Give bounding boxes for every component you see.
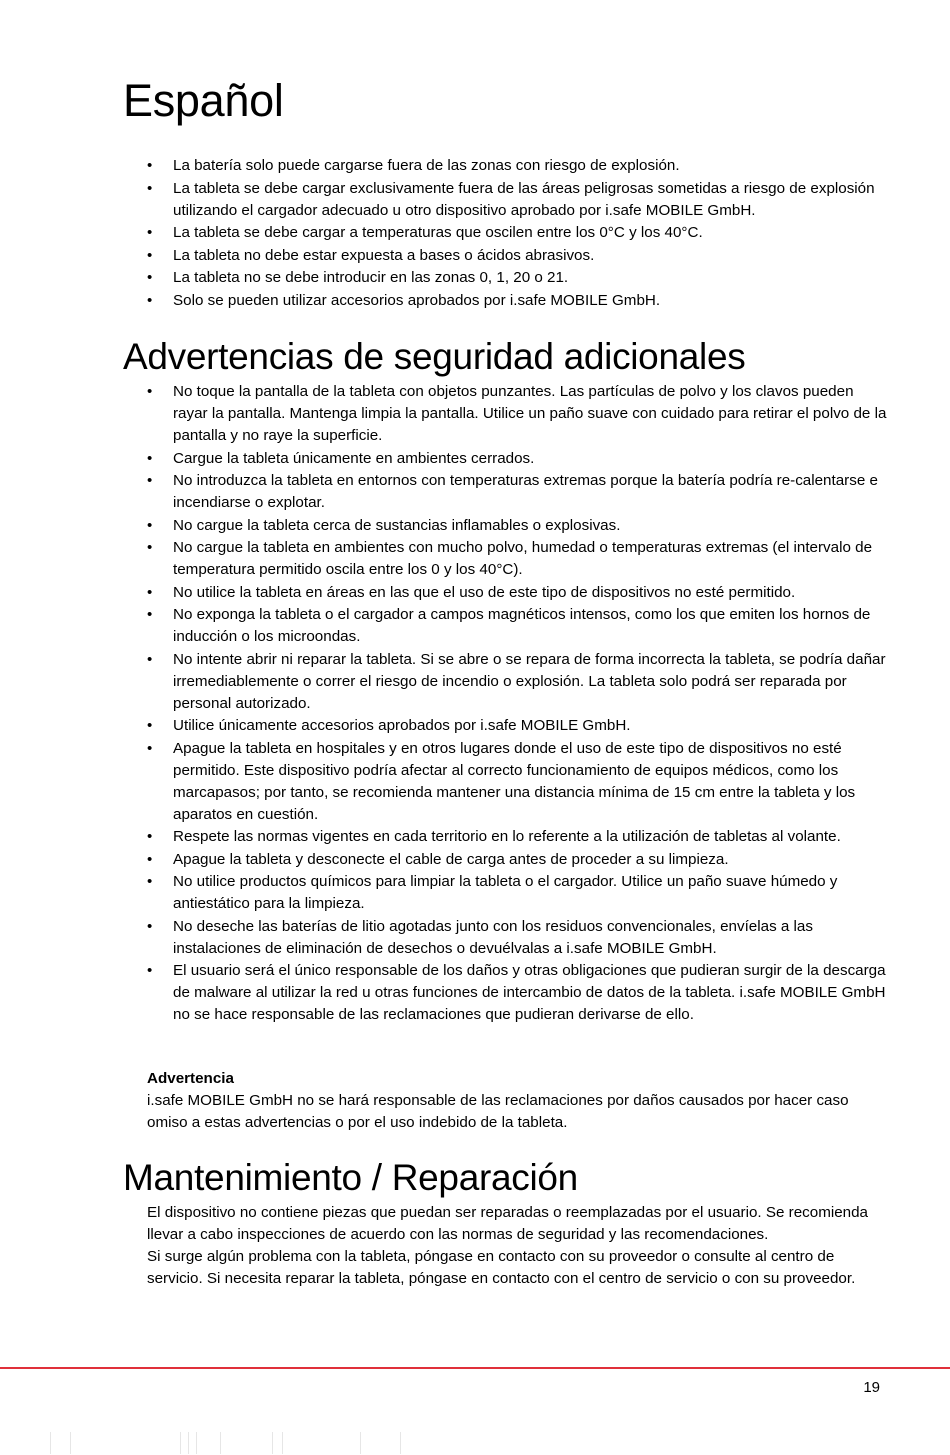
paragraph: Si surge algún problema con la tableta, póngase en contacto con su proveedor o consulte al centro de servicio. Si necesita reparar la tableta, póngase en contacto con el centro de servicio o con su proveedor.: [147, 1248, 856, 1287]
list-item: • No utilice la tableta en áreas en las que el uso de este tipo de dispositivos no esté permitido.: [173, 582, 888, 604]
list-item: • Respete las normas vigentes en cada territorio en lo referente a la utilización de tabletas al volante.: [173, 826, 888, 848]
footer-divider: [0, 1367, 950, 1369]
list-item: • El usuario será el único responsable de los daños y otras obligaciones que pudieran surgir de la descarga de malware al utilizar la red u otras funciones de intercambio de datos de la tableta. i.safe MOBILE GmbH no se hace responsable de las reclamaciones que pudieran derivarse de ello.: [173, 960, 888, 1026]
maintenance-body: [147, 1202, 877, 1290]
section-title-advertencias: Advertencias de seguridad adicionales: [123, 336, 746, 377]
list-item: • La tableta no se debe introducir en las zonas 0, 1, 20 o 21.: [173, 267, 888, 289]
page-number: 19: [863, 1379, 880, 1396]
list-item: • La tableta se debe cargar a temperaturas que oscilen entre los 0°C y los 40°C.: [173, 222, 888, 244]
list-item: • No cargue la tableta cerca de sustancias inflamables o explosivas.: [173, 515, 888, 537]
warning-text: i.safe MOBILE GmbH no se hará responsable de las reclamaciones por daños causados por hacer caso omiso a estas advertencias o por el uso indebido de la tableta.: [147, 1092, 849, 1131]
warning-box: [147, 1068, 877, 1134]
list-item: • Solo se pueden utilizar accesorios aprobados por i.safe MOBILE GmbH.: [173, 290, 888, 312]
list-item: • Apague la tableta y desconecte el cable de carga antes de proceder a su limpieza.: [173, 849, 888, 871]
list-item: • No exponga la tableta o el cargador a campos magnéticos intensos, como los que emiten los hornos de inducción o los microondas.: [173, 604, 888, 648]
print-marks: [50, 1432, 450, 1454]
list-item: • No introduzca la tableta en entornos con temperaturas extremas porque la batería podría re-calentarse e incendiarse o explotar.: [173, 470, 888, 514]
paragraph: El dispositivo no contiene piezas que puedan ser reparadas o reemplazadas por el usuario. Se recomienda llevar a cabo inspecciones de acuerdo con las normas de seguridad y las recomendaciones.: [147, 1204, 869, 1243]
list-item: • Cargue la tableta únicamente en ambientes cerrados.: [173, 448, 888, 470]
warning-title: Advertencia: [147, 1070, 234, 1087]
list-item: • No deseche las baterías de litio agotadas junto con los residuos convencionales, envíelas a las instalaciones de eliminación de desechos o devuélvalas a i.safe MOBILE GmbH.: [173, 916, 888, 960]
list-item: • No utilice productos químicos para limpiar la tableta o el cargador. Utilice un paño suave húmedo y antiestático para la limpieza.: [173, 871, 888, 915]
list-item: • La tableta no debe estar expuesta a bases o ácidos abrasivos.: [173, 245, 888, 267]
list-item: • Utilice únicamente accesorios aprobados por i.safe MOBILE GmbH.: [173, 715, 888, 737]
bullet-list-advertencias: [173, 381, 888, 1027]
bullet-list-espanol: [173, 155, 888, 312]
list-item: • La tableta se debe cargar exclusivamente fuera de las áreas peligrosas sometidas a riesgo de explosión utilizando el cargador adecuado u otro dispositivo aprobado por i.safe MOBILE GmbH.: [173, 178, 888, 222]
list-item: • La batería solo puede cargarse fuera de las zonas con riesgo de explosión.: [173, 155, 888, 177]
list-item: • No cargue la tableta en ambientes con mucho polvo, humedad o temperaturas extremas (el intervalo de temperatura permitido oscila entre los 0 y los 40°C).: [173, 537, 888, 581]
list-item: • No intente abrir ni reparar la tableta. Si se abre o se repara de forma incorrecta la tableta, se podría dañar irremediablemente o correr el riesgo de incendio o explosión. La tableta solo podrá ser reparada por personal autorizado.: [173, 649, 888, 715]
list-item: • Apague la tableta en hospitales y en otros lugares donde el uso de este tipo de dispositivos no esté permitido. Este dispositivo podría afectar al correcto funcionamiento de equipos médicos, como los marcapasos; por tanto, se recomienda mantener una distancia mínima de 15 cm entre la tableta y los aparatos en cuestión.: [173, 738, 888, 826]
list-item: • No toque la pantalla de la tableta con objetos punzantes. Las partículas de polvo y los clavos pueden rayar la pantalla. Mantenga limpia la pantalla. Utilice un paño suave con cuidado para retirar el polvo de la pantalla y no raye la superficie.: [173, 381, 888, 447]
section-title-mantenimiento: Mantenimiento / Reparación: [123, 1157, 578, 1198]
section-title-espanol: Español: [123, 75, 284, 126]
